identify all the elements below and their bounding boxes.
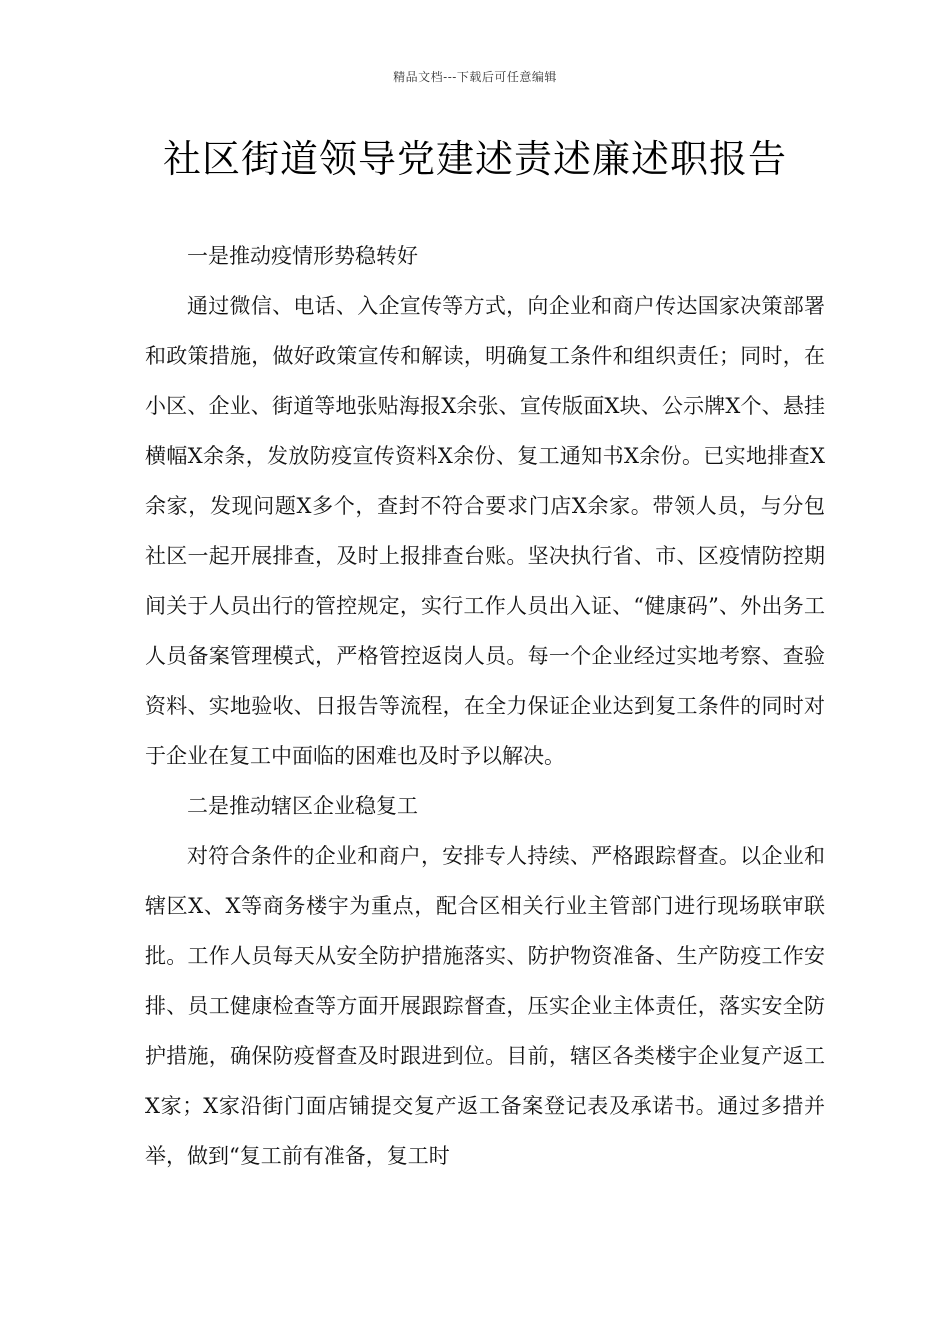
section-heading-1: 一是推动疫情形势稳转好 [187,244,418,268]
document-title: 社区街道领导党建述责述廉述职报告 [162,137,787,181]
body-paragraph-2: 对符合条件的企业和商户，安排专人持续、严格跟踪督查。以企业和辖区X、X等商务楼宇为重点，配合区相关行业主管部门进行现场联审联批。工作人员每天从安全防护措施落实、防护物资准备、生产防疫工作安排、员工健康检查等方面开展跟踪督查，压实企业主体责任，落实安全防护措施，确保防疫督查及时跟进到位。目前，辖区各类楼宇企业复产返工X家；X家沿街门面店铺提交复产返工备案登记表及承诺书。通过多措并举，做到“复工前有准备，复工时 [145,844,825,1168]
section-heading-2: 二是推动辖区企业稳复工 [187,794,418,818]
document-body [145,231,825,1181]
body-paragraph-1: 通过微信、电话、入企宣传等方式，向企业和商户传达国家决策部署和政策措施，做好政策宣传和解读，明确复工条件和组织责任；同时，在小区、企业、街道等地张贴海报X余张、宣传版面X块、公示牌X个、悬挂横幅X余条，发放防疫宣传资料X余份、复工通知书X余份。已实地排查X余家，发现问题X多个，查封不符合要求门店X余家。带领人员，与分包社区一起开展排查，及时上报排查台账。坚决执行省、市、区疫情防控期间关于人员出行的管控规定，实行工作人员出入证、“健康码”、外出务工人员备案管理模式，严格管控返岗人员。每一个企业经过实地考察、查验资料、实地验收、日报告等流程，在全力保证企业达到复工条件的同时对于企业在复工中面临的困难也及时予以解决。 [145,294,825,768]
header-note: 精品文档---下载后可任意编辑 [393,70,557,84]
